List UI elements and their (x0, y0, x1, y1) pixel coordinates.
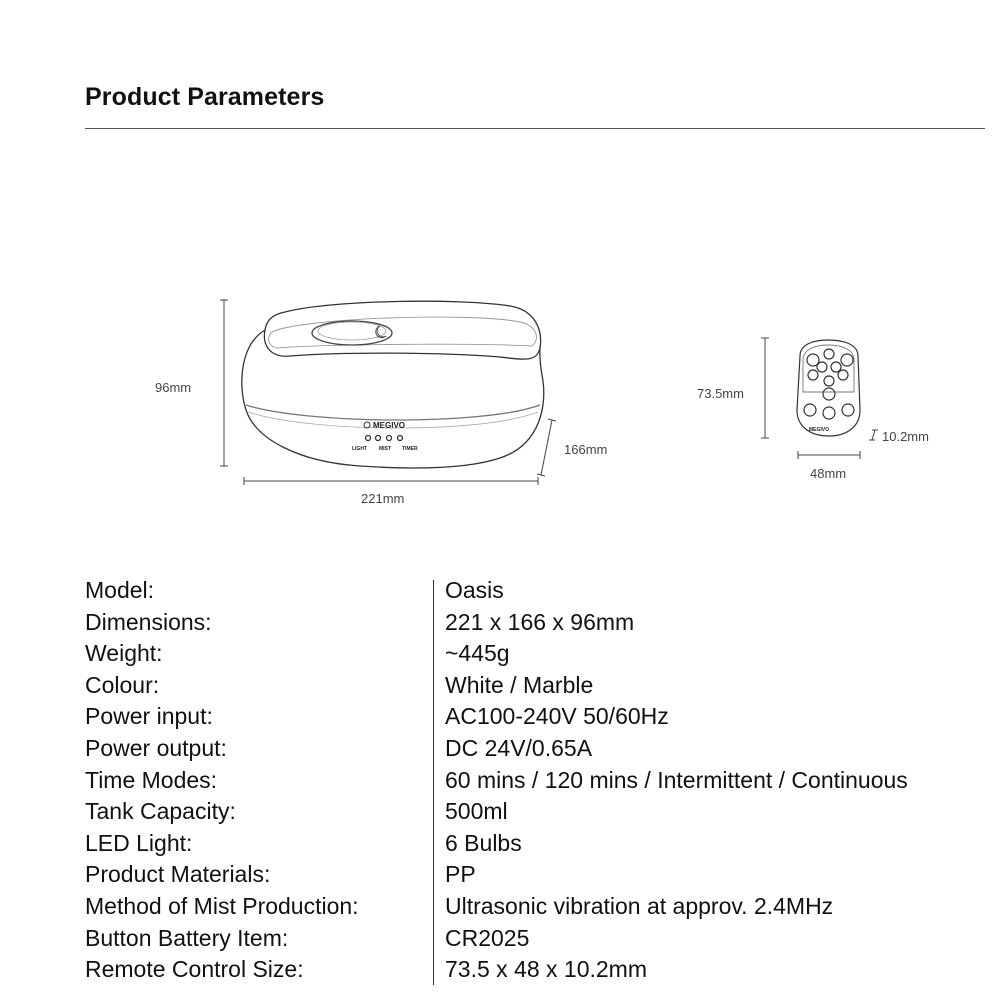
parameter-value: AC100-240V 50/60Hz (445, 703, 669, 730)
parameter-label: Tank Capacity: (85, 798, 236, 825)
parameter-label: LED Light: (85, 829, 193, 856)
parameter-label: Button Battery Item: (85, 924, 289, 951)
diffuser-brand: MEGIVO (373, 421, 406, 430)
remote-height-label: 73.5mm (697, 386, 744, 401)
column-divider (433, 580, 434, 985)
diffuser-label-timer: TIMER (402, 446, 418, 452)
diffuser-width-label: 221mm (361, 491, 405, 506)
parameter-label: Colour: (85, 671, 160, 698)
parameter-label: Time Modes: (85, 766, 218, 793)
diffuser-label-light: LIGHT (352, 446, 367, 452)
remote-dimension-lines (761, 338, 878, 459)
parameter-value: DC 24V/0.65A (445, 735, 593, 761)
remote-width-label: 48mm (810, 466, 847, 481)
parameter-label: Model: (85, 577, 155, 603)
parameter-value: 221 x 166 x 96mm (445, 608, 635, 635)
parameter-label: Weight: (85, 640, 163, 667)
parameter-value: Ultrasonic vibration at approv. 2.4MHz (445, 893, 834, 919)
parameter-label: Product Materials: (85, 861, 271, 888)
parameter-value: CR2025 (445, 924, 530, 951)
parameter-value: White / Marble (445, 671, 594, 698)
diffuser-depth-label: 166mm (564, 442, 608, 457)
parameter-label: Dimensions: (85, 608, 212, 635)
diffuser-height-label: 96mm (155, 380, 192, 395)
parameter-value: PP (445, 861, 476, 888)
parameter-value: 60 mins / 120 mins / Intermittent / Continuous (445, 766, 908, 793)
remote-thickness-label: 10.2mm (882, 429, 929, 444)
page-title: Product Parameters (85, 83, 325, 111)
parameter-value: Oasis (445, 577, 504, 603)
parameter-value: 500ml (445, 798, 508, 825)
parameter-label: Remote Control Size: (85, 956, 304, 983)
parameter-value: ~445g (445, 640, 510, 667)
parameter-value: 73.5 x 48 x 10.2mm (445, 956, 647, 983)
parameter-label: Method of Mist Production: (85, 893, 359, 919)
remote-drawing (797, 340, 860, 436)
parameter-label: Power input: (85, 703, 213, 730)
parameter-value: 6 Bulbs (445, 829, 522, 856)
diffuser-logo-icon (364, 422, 370, 428)
diffuser-drawing (242, 301, 544, 468)
diffuser-label-mist: MIST (379, 446, 391, 452)
parameter-label: Power output: (85, 735, 227, 761)
remote-brand: MEGIVO (809, 427, 830, 433)
